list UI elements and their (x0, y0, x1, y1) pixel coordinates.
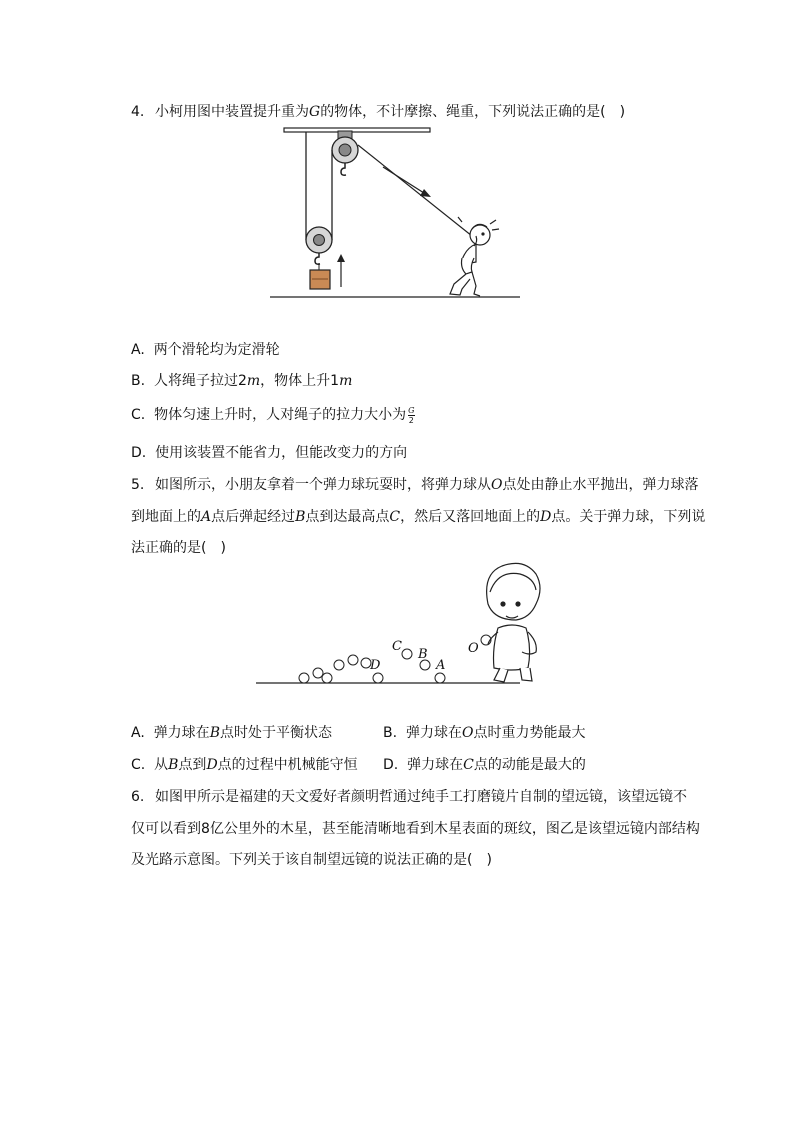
question-number: 4. (131, 104, 145, 120)
label-c: C (392, 639, 402, 654)
q6-stem-line2: 仅可以看到8亿公里外的木星，甚至能清晰地看到木星表面的斑纹，图乙是该望远镜内部结构 (131, 821, 700, 837)
q5-stem-line1: 5. 如图所示，小朋友拿着一个弹力球玩耍时，将弹力球从O点处由静止水平抛出，弹力球落 (131, 477, 699, 493)
q4-option-c[interactable]: C. 物体匀速上升时，人对绳子的拉力大小为 $\frac{G}{2}$ (131, 405, 415, 425)
q4-option-b[interactable]: B. 人将绳子拉过2m，物体上升1m (131, 373, 353, 389)
q6-stem-line3: 及光路示意图。下列关于该自制望远镜的说法正确的是( ) (131, 852, 492, 868)
label-a: A (436, 658, 446, 673)
q5-option-b[interactable]: B. 弹力球在O点时重力势能最大 (383, 725, 586, 741)
q4-option-d[interactable]: D. 使用该装置不能省力，但能改变力的方向 (131, 445, 408, 461)
q6-stem-line1: 6. 如图甲所示是福建的天文爱好者颜明哲通过纯手工打磨镜片自制的望远镜，该望远镜不 (131, 789, 687, 805)
q5-option-a[interactable]: A. 弹力球在B点时处于平衡状态 (131, 725, 332, 741)
question-number: 5. (131, 477, 145, 493)
q5-option-c[interactable]: C. 从B点到D点的过程中机械能守恒 (131, 757, 358, 773)
q4-option-a[interactable]: A. 两个滑轮均为定滑轮 (131, 342, 280, 358)
question-number: 6. (131, 789, 145, 805)
fraction-g-over-2: $\frac{G}{2}$ (408, 405, 415, 425)
q5-stem-line3: 法正确的是( ) (131, 540, 226, 556)
q5-option-d[interactable]: D. 弹力球在C点的动能是最大的 (383, 757, 586, 773)
label-b: B (418, 647, 428, 662)
q5-stem-line2: 到地面上的A点后弹起经过B点到达最高点C，然后又落回地面上的D点。关于弹力球，下列说 (131, 509, 706, 525)
q4-stem: 4. 小柯用图中装置提升重为G的物体，不计摩擦、绳重，下列说法正确的是( ) (131, 104, 626, 120)
child-figure (487, 563, 540, 682)
label-d: D (370, 658, 381, 673)
label-o: O (468, 641, 479, 656)
